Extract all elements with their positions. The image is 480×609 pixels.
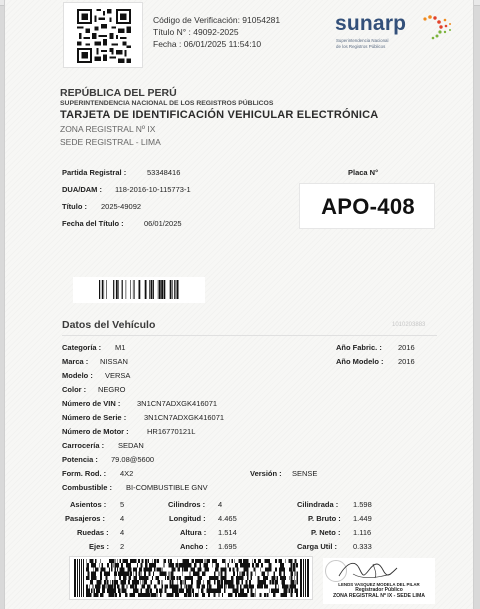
verification-title-number: Título N° : 49092-2025: [153, 27, 239, 37]
logo-wordmark: sunarp: [335, 12, 407, 35]
longitud-label: Longitud :: [169, 514, 206, 523]
potencia-label: Potencia :: [62, 455, 98, 464]
peso-neto-value: 1.116: [353, 528, 372, 537]
verification-date: Fecha : 06/01/2025 11:54:10: [153, 39, 262, 49]
plate-number: APO-408: [321, 194, 415, 219]
ancho-label: Ancho :: [180, 542, 208, 551]
pasajeros-label: Pasajeros :: [65, 514, 106, 523]
partida-value: 53348416: [147, 168, 181, 177]
altura-value: 1.514: [218, 528, 237, 537]
fecha-titulo-label: Fecha del Título :: [62, 219, 124, 228]
header-republica: REPÚBLICA DEL PERÚ: [60, 87, 177, 99]
logo-subtitle-1: Superintendencia Nacional: [336, 38, 389, 43]
serie-value: 3N1CN7ADXGK416071: [144, 413, 225, 422]
section-title-datos-vehiculo: Datos del Vehículo: [62, 319, 156, 331]
color-value: NEGRO: [98, 385, 126, 394]
peso-bruto-label: P. Bruto :: [308, 514, 341, 523]
modelo-value: VERSA: [105, 371, 131, 380]
plate-box: [299, 183, 435, 229]
titulo-label: Título :: [62, 202, 87, 211]
registrar-zone: ZONA REGISTRAL Nº IX - SEDE LIMA: [332, 593, 426, 599]
header-superintendencia: SUPERINTENDENCIA NACIONAL DE LOS REGISTROS PÚBLICOS: [60, 100, 274, 107]
peso-neto-label: P. Neto :: [311, 528, 341, 537]
vin-label: Número de VIN :: [62, 399, 121, 408]
dua-value: 118-2016-10-115773-1: [115, 185, 191, 194]
asientos-label: Asientos :: [70, 500, 107, 509]
peso-bruto-value: 1.449: [353, 514, 372, 523]
titulo-value: 2025-49092: [101, 202, 142, 211]
pdf417-barcode: [69, 556, 313, 600]
cilindros-value: 4: [218, 500, 223, 509]
carroceria-value: SEDAN: [118, 441, 144, 450]
modelo-label: Modelo :: [62, 371, 93, 380]
carga-util-value: 0.333: [353, 542, 372, 551]
potencia-value: 79.08@5600: [111, 455, 155, 464]
asientos-value: 5: [120, 500, 125, 509]
ruedas-value: 4: [120, 528, 125, 537]
pdf417-barcode-icon: [74, 559, 310, 597]
marca-label: Marca :: [62, 357, 89, 366]
altura-label: Altura :: [180, 528, 207, 537]
ano-modelo-label: Año Modelo :: [336, 357, 384, 366]
header-tarjeta-title: TARJETA DE IDENTIFICACIÓN VEHICULAR ELECTRÓNICA: [60, 109, 379, 121]
dua-label: DUA/DAM :: [62, 185, 102, 194]
cilindros-label: Cilindros :: [168, 500, 206, 509]
partida-label: Partida Registral :: [62, 168, 127, 177]
header-sede: SEDE REGISTRAL - LIMA: [60, 137, 161, 147]
ancho-value: 1.695: [218, 542, 237, 551]
combustible-label: Combustible :: [62, 483, 112, 492]
registrar-role: Registrador Público: [355, 587, 403, 593]
version-label: Versión :: [250, 469, 282, 478]
signature-icon: [333, 558, 403, 582]
serie-label: Número de Serie :: [62, 413, 127, 422]
carga-util-label: Carga Util :: [297, 542, 338, 551]
logo-dots-icon: [421, 14, 455, 48]
carroceria-label: Carrocería :: [62, 441, 105, 450]
registrar-name: LENDS VASQUEZ MODELA DEL PILAR: [338, 582, 420, 587]
form-rod-value: 4X2: [120, 469, 134, 478]
header-zona: ZONA REGISTRAL Nº IX: [60, 124, 156, 134]
ruedas-label: Ruedas :: [77, 528, 109, 537]
ano-fabric-label: Año Fabric. :: [336, 343, 382, 352]
version-value: SENSE: [292, 469, 318, 478]
fecha-titulo-value: 06/01/2025: [144, 219, 182, 228]
vin-value: 3N1CN7ADXGK416071: [137, 399, 218, 408]
section-divider: [62, 335, 437, 336]
categoria-label: Categoría :: [62, 343, 102, 352]
small-barcode: [73, 277, 205, 303]
watermark-number: 1010203883: [392, 322, 426, 328]
form-rod-label: Form. Rod. :: [62, 469, 107, 478]
sunarp-logo: [335, 12, 455, 54]
registrar-signature: [323, 558, 435, 604]
motor-value: HR16770121L: [147, 427, 196, 436]
cilindrada-value: 1.598: [353, 500, 372, 509]
longitud-value: 4.465: [218, 514, 237, 523]
qr-code-frame: [63, 2, 143, 68]
ano-modelo-value: 2016: [398, 357, 415, 366]
categoria-value: M1: [115, 343, 126, 352]
logo-subtitle-2: de los Registros Públicos: [336, 44, 386, 49]
ano-fabric-value: 2016: [398, 343, 415, 352]
combustible-value: BI-COMBUSTIBLE GNV: [126, 483, 208, 492]
vehicle-id-card: [4, 0, 474, 609]
placa-label: Placa N°: [348, 168, 379, 177]
qr-code-icon: [76, 9, 132, 63]
barcode-icon: [99, 280, 179, 299]
color-label: Color :: [62, 385, 87, 394]
motor-label: Número de Motor :: [62, 427, 129, 436]
pasajeros-value: 4: [120, 514, 125, 523]
cilindrada-label: Cilindrada :: [297, 500, 339, 509]
verification-code: Código de Verificación: 91054281: [153, 15, 281, 25]
marca-value: NISSAN: [100, 357, 128, 366]
ejes-label: Ejes :: [89, 542, 110, 551]
ejes-value: 2: [120, 542, 125, 551]
